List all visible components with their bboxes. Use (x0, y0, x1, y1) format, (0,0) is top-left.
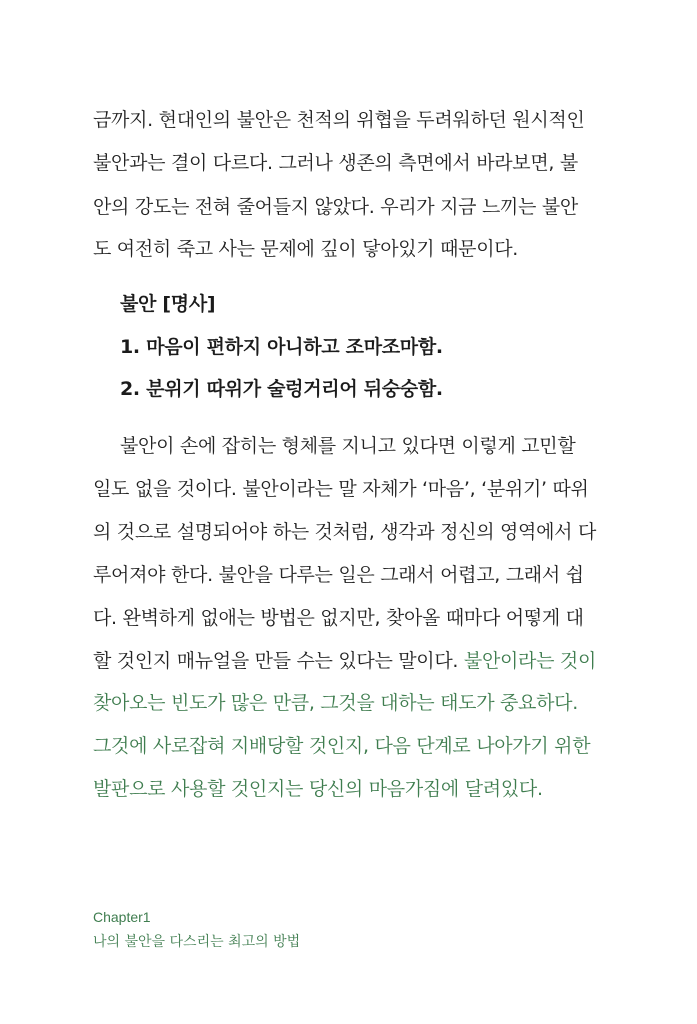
definition-heading: 불안 [명사] (120, 293, 216, 315)
definition-item: 2. 분위기 따위가 술렁거리어 뒤숭숭함. (120, 378, 443, 400)
highlighted-line: 발판으로 사용할 것인지는 당신의 마음가짐에 달려있다. (93, 778, 543, 800)
paragraph1-line: 안의 강도는 전혀 줄어들지 않았다. 우리가 지금 느끼는 불안 (93, 196, 578, 218)
highlighted-line: 그것에 사로잡혀 지배당할 것인지, 다음 단계로 나아가기 위한 (93, 735, 591, 757)
paragraph2-line: 루어져야 한다. 불안을 다루는 일은 그래서 어렵고, 그래서 쉽 (93, 564, 584, 586)
paragraph2-text: 할 것인지 매뉴얼을 만들 수는 있다는 말이다. (93, 650, 464, 672)
highlighted-text: 불안이라는 것이 (463, 650, 597, 672)
paragraph2-line: 다. 완벽하게 없애는 방법은 없지만, 찾아올 때마다 어떻게 대 (93, 607, 584, 629)
highlighted-line: 찾아오는 빈도가 많은 만큼, 그것을 대하는 태도가 중요하다. (93, 692, 578, 714)
paragraph1-line: 금까지. 현대인의 불안은 천적의 위협을 두려워하던 원시적인 (93, 109, 585, 131)
footer-chapter-label: Chapter1 (93, 909, 151, 925)
paragraph2-line: 불안이 손에 잡히는 형체를 지니고 있다면 이렇게 고민할 (120, 435, 576, 457)
paragraph2-line (93, 648, 597, 674)
paragraph1-line: 도 여전히 죽고 사는 문제에 깊이 닿아있기 때문이다. (93, 238, 519, 260)
footer-chapter-title: 나의 불안을 다스리는 최고의 방법 (93, 934, 301, 950)
paragraph2-line: 일도 없을 것이다. 불안이라는 말 자체가 ‘마음’, ‘분위기’ 따위 (93, 478, 589, 500)
paragraph1-line: 불안과는 결이 다르다. 그러나 생존의 측면에서 바라보면, 불 (93, 152, 578, 174)
paragraph2-line: 의 것으로 설명되어야 하는 것처럼, 생각과 정신의 영역에서 다 (93, 521, 597, 543)
definition-item: 1. 마음이 편하지 아니하고 조마조마함. (120, 336, 443, 358)
